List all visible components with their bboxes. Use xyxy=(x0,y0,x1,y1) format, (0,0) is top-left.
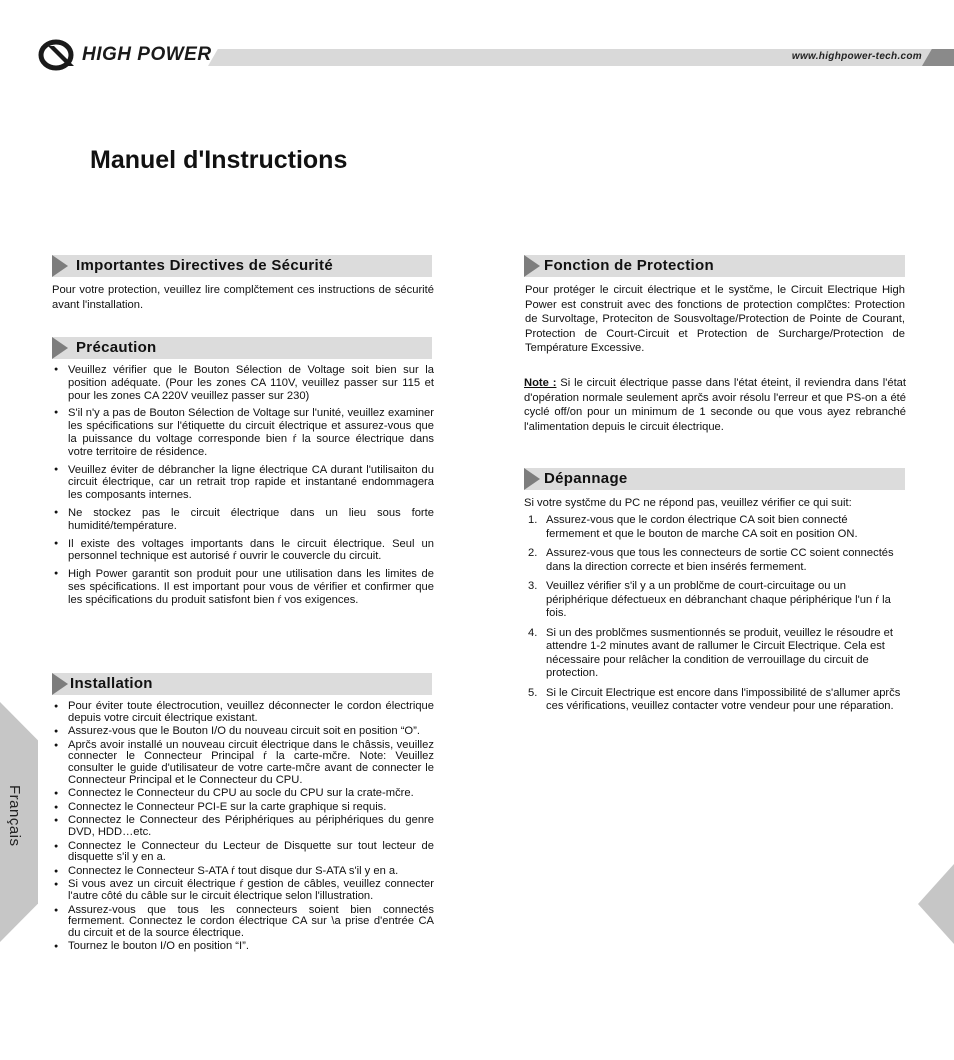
troubleshooting-intro: Si votre systčme du PC ne répond pas, veuillez vérifier ce qui suit: xyxy=(524,497,852,509)
safety-intro: Pour votre protection, veuillez lire complčtement ces instructions de sécurité avant l'installation. xyxy=(52,284,434,311)
list-item xyxy=(526,627,904,681)
list-item: ● Il existe des voltages importants dans le circuit électrique. Seul un personnel technique est autorisé ŕ ouvrir le couvercle du circuit. xyxy=(54,538,434,564)
step-number: 4. xyxy=(528,626,538,639)
step-number: 2. xyxy=(528,547,538,559)
section-title: Importantes Directives de Sécurité xyxy=(76,257,333,274)
section-title: Fonction de Protection xyxy=(544,257,714,274)
section-arrow-icon xyxy=(524,255,540,277)
list-item: ● Connectez le Connecteur des Périphériques au périphériques du genre DVD, HDD…etc. xyxy=(54,815,434,838)
protection-note xyxy=(524,376,906,434)
precaution-list xyxy=(54,364,434,607)
note-label: Note : xyxy=(524,377,557,389)
list-item: ● Ne stockez pas le circuit électrique dans un lieu sous forte humidité/température. xyxy=(54,507,434,533)
step-number: 1. xyxy=(528,514,538,526)
list-item: ● Assurez-vous que tous les connecteurs soient bien connectés fermement. Connectez le cordon électrique CA sur \a prise d'entrée CA du circuit et de la source électrique. xyxy=(54,905,434,940)
section-header-precaution xyxy=(52,337,432,359)
list-item: ● Aprčs avoir installé un nouveau circuit électrique dans le châssis, veuillez connecter le Connecteur Principal ŕ la carte-mčre. Note: Veuillez consulter le guide d'utilisateur de votre carte-mčre avant de connecter le Connecteur Principal et le Connecteur du CPU. xyxy=(54,740,434,786)
list-item: ● Connectez le Connecteur du Lecteur de Disquette sur tout lecteur de disquette s'il y en a. xyxy=(54,841,434,864)
list-item: ● Assurez-vous que le Bouton I/O du nouveau circuit soit en position “O”. xyxy=(54,726,434,738)
list-item xyxy=(526,547,904,574)
protection-body: Pour protéger le circuit électrique et le systčme, le Circuit Electrique High Power est construit avec des fonctions de protection complčtes: Protection de Survoltage, Proteciton de Sousvoltage/Protection de Pointe de Courant, Protection de Court-Circuit et Protection de Surcharge/Protection de Température Excessive. xyxy=(525,284,905,354)
list-item: ● High Power garantit son produit pour une utilisation dans les limites de ses spécifications. Il est important pour vous de vérifier et confirmer que les spécifications du produit satisfont bien ŕ vos exigences. xyxy=(54,568,434,606)
section-header-installation xyxy=(52,673,432,695)
step-text: Assurez-vous que le cordon électrique CA soit bien connecté fermement et que le bouton de marche CA soit en position ON. xyxy=(546,514,858,540)
step-number: 3. xyxy=(528,580,538,592)
installation-list xyxy=(54,701,434,953)
list-item: ● Tournez le bouton I/O en position “I”. xyxy=(54,941,434,953)
step-text: Si un des problčmes susmentionnés se produit, veuillez le résoudre et attendre 1-2 minutes avant de rallumer le Circuit Electrique. Cela est nécessaire pour relâcher la condition de verrouillage du circuit de protection. xyxy=(546,626,893,679)
list-item xyxy=(526,687,904,714)
list-item: ● Connectez le Connecteur PCI-E sur la carte graphique si requis. xyxy=(54,802,434,814)
list-item: ● Veuillez éviter de débrancher la ligne électrique CA durant l'utilisaiton du circuit électrique, car un retrait trop rapide et instantané endommagera les composants internes. xyxy=(54,464,434,502)
list-item: ● S'il n'y a pas de Bouton Sélection de Voltage sur l'unité, veuillez examiner les spécifications sur l'étiquette du circuit électrique et assurez-vous que la puissance du voltage corresponde bien ŕ la source électrique dans votre territoire de résidence. xyxy=(54,407,434,458)
website-url: www.highpower-tech.com xyxy=(791,51,922,62)
section-header-safety xyxy=(52,255,432,277)
list-item: ● Connectez le Connecteur S-ATA ŕ tout disque dur S-ATA s'il y en a. xyxy=(54,866,434,878)
list-item xyxy=(526,580,904,621)
list-item: ● Si vous avez un circuit électrique ŕ gestion de câbles, veuillez connecter l'autre côté du câble sur le circuit électrique selon l'illustration. xyxy=(54,879,434,902)
language-label: Français xyxy=(6,785,23,847)
list-item: ● Veuillez vérifier que le Bouton Sélection de Voltage soit bien sur la position adéquate. (Pour les zones CA 110V, veuillez passer sur 115 et pour les zones CA 220V veuillez passer sur 230) xyxy=(54,364,434,402)
brand-logo xyxy=(38,38,213,72)
page-edge-tab xyxy=(918,864,954,944)
section-title: Précaution xyxy=(76,339,157,356)
list-item: ● Pour éviter toute électrocution, veuillez déconnecter le cordon électrique depuis votre circuit électrique existant. xyxy=(54,701,434,724)
page-header xyxy=(0,0,954,80)
section-arrow-icon xyxy=(52,337,68,359)
section-arrow-icon xyxy=(524,468,540,490)
brand-name: HIGH POWER xyxy=(82,44,212,65)
note-text: Si le circuit électrique passe dans l'état éteint, il reviendra dans l'état d'opération normale seulement aprčs avoir résolu l'erreur et que PS-on a été cyclé off/on pour un minimum de 1 seconde ou que vous ayez rebranché l'alimentation depuis le circuit électrique. xyxy=(524,377,907,433)
section-arrow-icon xyxy=(52,673,68,695)
list-item: ● Connectez le Connecteur du CPU au socle du CPU sur la crate-mčre. xyxy=(54,788,434,800)
step-number: 5. xyxy=(528,686,538,699)
troubleshooting-steps xyxy=(526,514,904,714)
step-text: Si le Circuit Electrique est encore dans l'impossibilité de s'allumer aprčs ces vérifications, veuillez contacter votre vendeur pour une réparation. xyxy=(546,686,901,712)
section-title: Installation xyxy=(70,675,153,692)
section-header-protection xyxy=(524,255,905,277)
section-arrow-icon xyxy=(52,255,68,277)
list-item xyxy=(526,514,904,541)
section-title: Dépannage xyxy=(544,470,628,487)
step-text: Assurez-vous que tous les connecteurs de sortie CC soient connectés dans la direction correcte et bien insérés fermement. xyxy=(546,547,894,573)
step-text: Veuillez vérifier s'il y a un problčme de court-circuitage ou un périphérique défectueux en débranchant chaque périphérique l'un ŕ la fois. xyxy=(546,580,891,619)
page-title: Manuel d'Instructions xyxy=(90,146,348,174)
logo-emblem-icon xyxy=(38,38,80,72)
section-header-troubleshooting xyxy=(524,468,905,490)
